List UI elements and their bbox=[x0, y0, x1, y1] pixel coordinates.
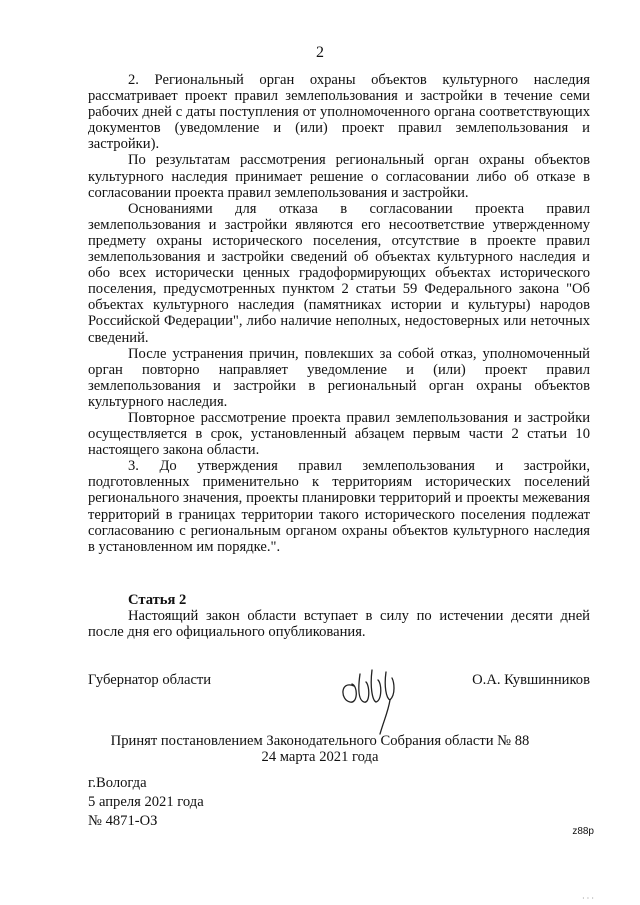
page-number: 2 bbox=[316, 44, 324, 61]
signatory-name: О.А. Кувшинников bbox=[472, 672, 590, 688]
signatory-position: Губернатор области bbox=[88, 672, 212, 688]
paragraph-item-2: 2. Региональный орган охраны объектов культурного наследия рассматривает проект правил землепользования и застройки в течение семи рабочих дней с даты поступления от уполномоченного органа соответствующих документов (уведомление и (или) проект правил землепользования и застройки). bbox=[88, 72, 590, 153]
article-text: Настоящий закон области вступает в силу по истечении десяти дней после дня его официального опубликования. bbox=[88, 608, 590, 641]
paragraph-resubmission: После устранения причин, повлекших за собой отказ, уполномоченный орган повторно направляет уведомление и (или) проект правил землепользования и застройки в региональный орган охраны объектов культурного наследия. bbox=[88, 345, 590, 410]
document-code: z88p bbox=[572, 826, 594, 837]
adoption-note bbox=[0, 733, 640, 765]
paragraph-decision: По результатам рассмотрения региональный орган охраны объектов культурного наследия принимает решение о согласовании либо об отказе в согласовании проекта правил землепользования и застройки. bbox=[88, 152, 590, 201]
paragraph-repeat-review: Повторное рассмотрение проекта правил землепользования и застройки осуществляется в срок, установленный абзацем первым части 2 статьи 10 настоящего закона области. bbox=[88, 409, 590, 459]
adoption-line-2: 24 марта 2021 года bbox=[261, 749, 379, 766]
adoption-line-1: Принят постановлением Законодательного Собрания области № 88 bbox=[110, 733, 530, 749]
law-number: № 4871-ОЗ bbox=[88, 813, 158, 829]
article-heading: Статья 2 bbox=[128, 592, 187, 608]
signing-date: 5 апреля 2021 года bbox=[88, 794, 204, 810]
bottom-mark: · · · bbox=[582, 894, 594, 903]
city: г.Вологда bbox=[88, 775, 147, 791]
paragraph-item-3: 3. До утверждения правил землепользования и застройки, подготовленных применительно к территориям исторических поселений регионального значения, проекты планировки территорий и проекты межевания территорий в границах территории такого исторического поселения подлежат согласованию с региональным органом охраны объектов культурного наследия в установленном им порядке.". bbox=[88, 458, 590, 555]
body-text bbox=[88, 72, 590, 555]
handwritten-signature bbox=[336, 656, 406, 736]
paragraph-refusal-grounds: Основаниями для отказа в согласовании проекта правил землепользования и застройки являются его несоответствие утвержденному предмету охраны исторического поселения, отсутствие в проекте правил землепользования и застройки сведений об объектах культурного наследия и обо всех исторически ценных градоформирующих объектах исторического поселения, предусмотренных пунктом 2 статьи 59 Федерального закона "Об объектах культурного наследия (памятниках истории и культуры) народов Российской Федерации", либо наличие неполных, недостоверных или неточных сведений. bbox=[88, 200, 590, 346]
place-info bbox=[88, 774, 204, 831]
